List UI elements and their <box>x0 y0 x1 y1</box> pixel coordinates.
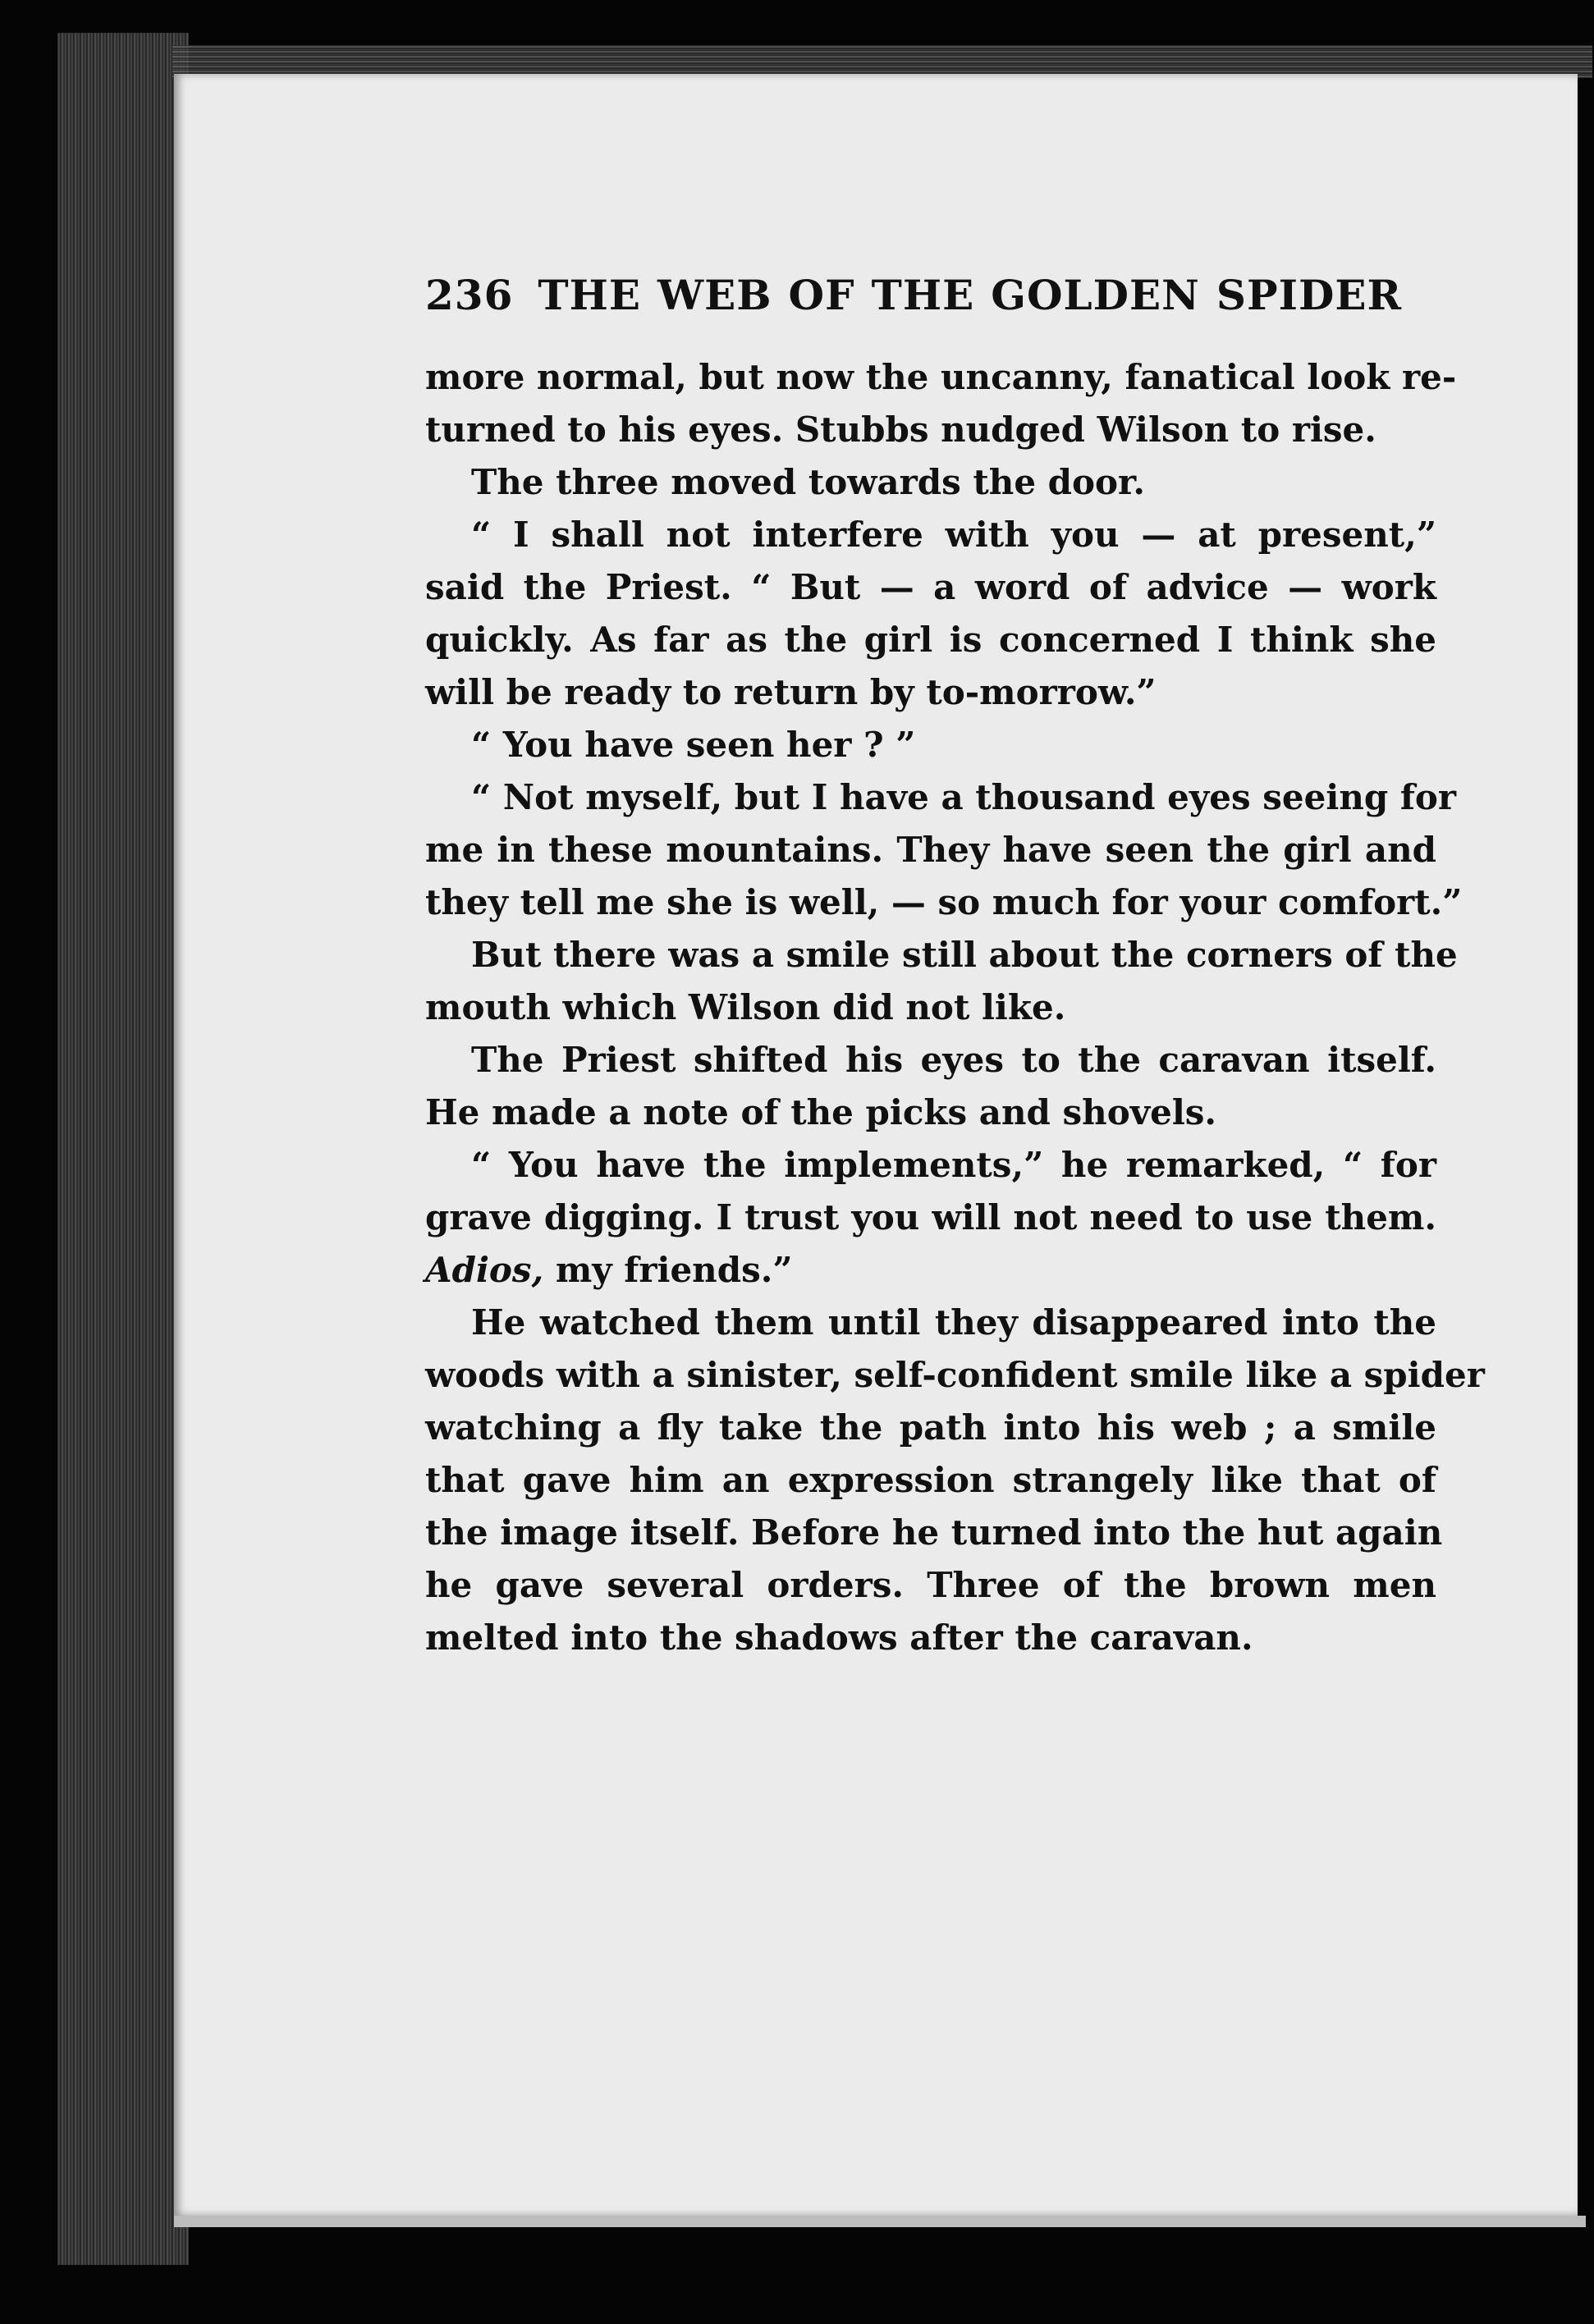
body-text <box>425 351 1485 1664</box>
italic-word: Adios, <box>425 1250 544 1290</box>
text-line: The Priest shifted his eyes to the caravan itself. <box>471 1040 1436 1080</box>
text-line: mouth which Wilson did not like. <box>425 987 1066 1027</box>
page-stack-top-edges <box>172 45 1592 78</box>
text-line: woods with a sinister, self-confident smile like a spider <box>425 1355 1485 1395</box>
text-line: “ Not myself, but I have a thousand eyes seeing for <box>471 777 1457 817</box>
page-bottom-edge <box>174 2216 1586 2227</box>
text-line: more normal, but now the uncanny, fanatical look re- <box>425 357 1457 397</box>
running-head <box>425 271 1402 319</box>
text-line: He made a note of the picks and shovels. <box>425 1092 1217 1132</box>
text-line: will be ready to return by to-morrow.” <box>425 672 1157 712</box>
text-line: “ I shall not interfere with you — at present,” <box>471 515 1436 555</box>
text-fragment: my friends.” <box>555 1250 793 1290</box>
text-line: melted into the shadows after the caravan. <box>425 1617 1253 1658</box>
text-line: quickly. As far as the girl is concerned I think she <box>425 620 1436 660</box>
text-line: But there was a smile still about the corners of the <box>471 935 1458 975</box>
text-line: grave digging. I trust you will not need to use them. <box>425 1197 1436 1237</box>
text-line: the image itself. Before he turned into the hut again <box>425 1512 1443 1553</box>
page-number: 236 <box>425 271 514 319</box>
text-line: they tell me she is well, — so much for your comfort.” <box>425 882 1463 922</box>
text-line-with-italic <box>425 1244 1436 1297</box>
text-line: He watched them until they disappeared into the <box>471 1302 1436 1343</box>
text-line: “ You have seen her ? ” <box>471 725 916 765</box>
book-title: THE WEB OF THE GOLDEN SPIDER <box>538 271 1402 319</box>
text-line: said the Priest. “ But — a word of advice — work <box>425 567 1436 607</box>
text-line: The three moved towards the door. <box>471 462 1145 502</box>
page-stack-edges <box>57 33 189 2265</box>
text-line: “ You have the implements,” he remarked, “ for <box>471 1145 1436 1185</box>
text-line: that gave him an expression strangely like that of <box>425 1460 1436 1500</box>
text-line: turned to his eyes. Stubbs nudged Wilson to rise. <box>425 409 1376 450</box>
text-line: he gave several orders. Three of the brown men <box>425 1565 1436 1605</box>
text-line: watching a fly take the path into his web ; a smile <box>425 1407 1436 1448</box>
text-line: me in these mountains. They have seen the girl and <box>425 830 1436 870</box>
